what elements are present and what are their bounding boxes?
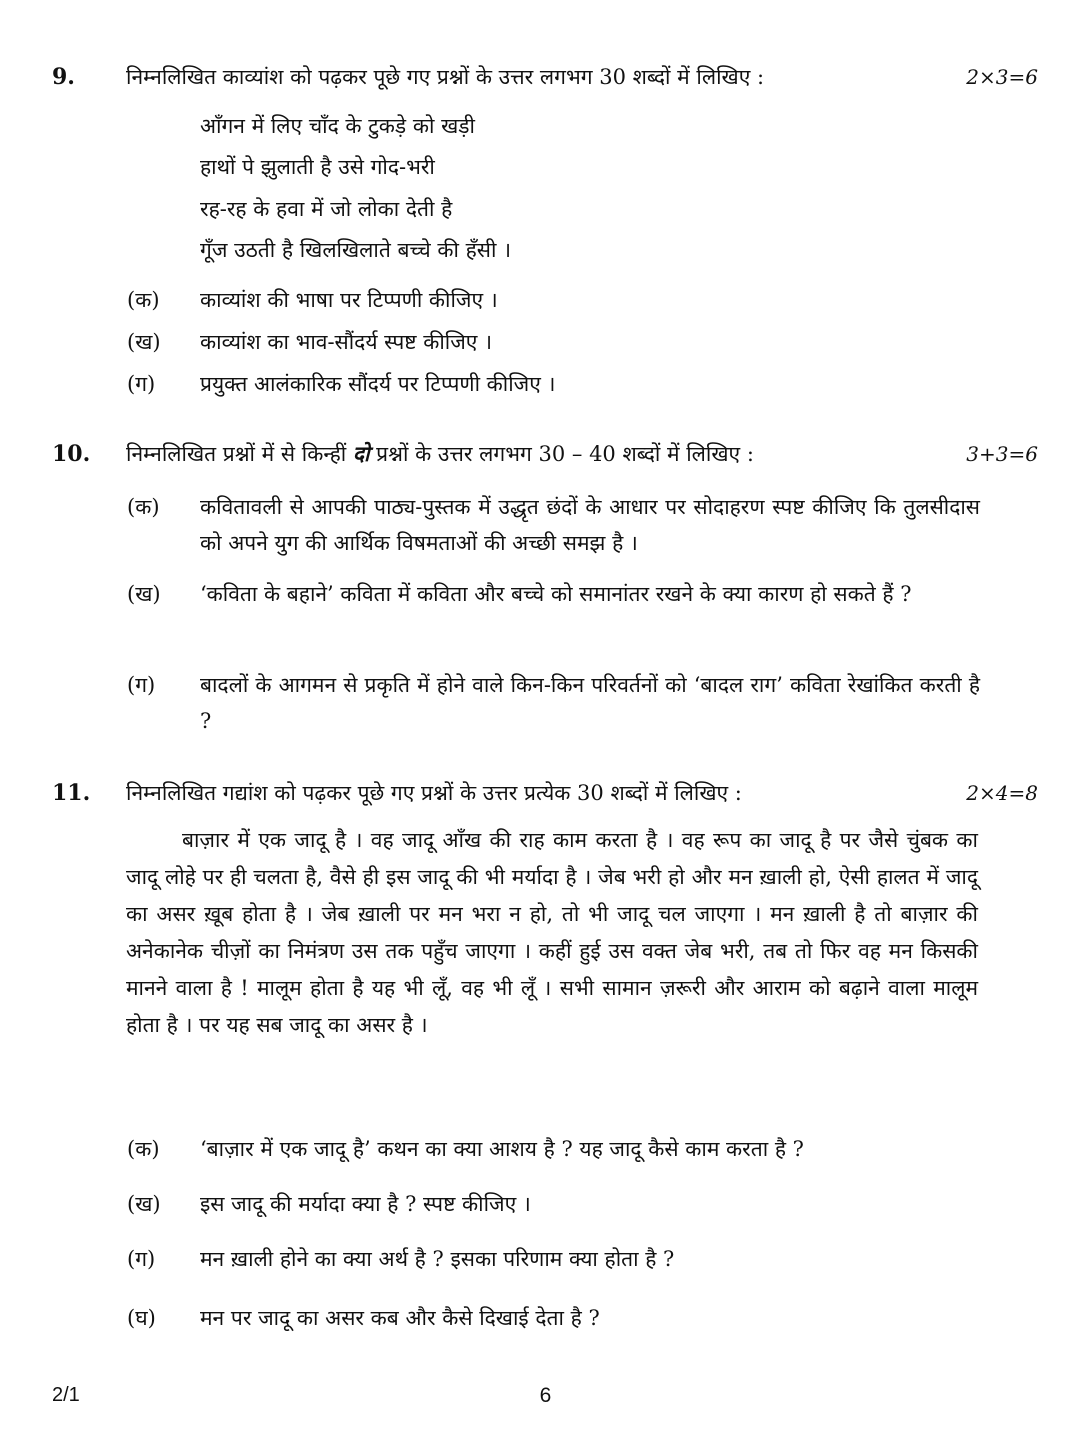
- paper-code: 2/1: [52, 1384, 80, 1406]
- sub-question-text: मन पर जादू का असर कब और कैसे दिखाई देता है ?: [200, 1306, 600, 1330]
- sub-question-text: मन ख़ाली होने का क्या अर्थ है ? इसका परिणाम क्या होता है ?: [200, 1247, 675, 1271]
- sub-question: [127, 1131, 1038, 1167]
- sub-question-label: (ख): [127, 582, 161, 606]
- question-text-emphasis: दो: [352, 441, 370, 466]
- question-marks: 3+3=6: [966, 442, 1038, 466]
- sub-question: [127, 282, 1038, 318]
- question-number: 9.: [52, 64, 75, 90]
- sub-question-text: प्रयुक्त आलंकारिक सौंदर्य पर टिप्पणी कीजिए ।: [200, 372, 556, 396]
- question-text: [126, 436, 754, 472]
- sub-question: [127, 324, 1038, 360]
- sub-question-text: काव्यांश की भाषा पर टिप्पणी कीजिए ।: [200, 288, 498, 312]
- sub-question-label: (ग): [127, 372, 156, 396]
- question-number: 10.: [52, 441, 91, 467]
- sub-question: [127, 576, 1038, 652]
- poem-line: रह-रह के हवा में जो लोका देती है: [200, 197, 453, 221]
- sub-question-label: (ख): [127, 330, 161, 354]
- sub-question-label: (ग): [127, 1247, 156, 1271]
- sub-question-text: ‘बाज़ार में एक जादू है’ कथन का क्या आशय है ? यह जादू कैसे काम करता है ?: [200, 1137, 804, 1161]
- question-10-header: [52, 436, 1038, 472]
- question-text-part: प्रश्नों के उत्तर लगभग 30 – 40 शब्दों में लिखिए :: [369, 442, 754, 466]
- question-9-header: [52, 59, 1038, 95]
- sub-question-text: ‘कविता के बहाने’ कविता में कविता और बच्चे को समानांतर रखने के क्या कारण हो सकते हैं ?: [200, 582, 912, 606]
- passage: बाज़ार में एक जादू है । वह जादू आँख की राह काम करता है । वह रूप का जादू है पर जैसे चुंबक का जादू लोहे पर ही चलता है, वैसे ही इस जादू की भी मर्यादा है । जेब भरी हो और मन ख़ाली हो, ऐसी हालत में जादू का असर ख़ूब होता है । जेब ख़ाली पर मन भरा न हो, तो भी जादू चल जाएगा । मन ख़ाली है तो बाज़ार की अनेकानेक चीज़ों का निमंत्रण उस तक पहुँच जाएगा । कहीं हुई उस वक्त जेब भरी, तब तो फिर वह मन किसकी मानने वाला है ! मालूम होता है यह भी लूँ, वह भी लूँ । सभी सामान ज़रूरी और आराम को बढ़ाने वाला मालूम होता है । पर यह सब जादू का असर है ।: [126, 828, 978, 1037]
- sub-question-text: बादलों के आगमन से प्रकृति में होने वाले किन-किन परिवर्तनों को ‘बादल राग’ कविता रेखांकित करती है ?: [200, 673, 980, 733]
- sub-question: [127, 1300, 1038, 1336]
- sub-question: [127, 1241, 1038, 1277]
- sub-question-label: (क): [127, 495, 160, 519]
- sub-question-label: (घ): [127, 1306, 156, 1330]
- poem-line: गूँज उठती है खिलखिलाते बच्चे की हँसी ।: [200, 238, 512, 262]
- poem-line: हाथों पे झुलाती है उसे गोद-भरी: [200, 155, 435, 179]
- question-number: 11.: [52, 780, 91, 806]
- question-text-part: निम्नलिखित प्रश्नों में से किन्हीं: [126, 442, 353, 466]
- sub-question-text: काव्यांश का भाव-सौंदर्य स्पष्ट कीजिए ।: [200, 330, 493, 354]
- question-text: निम्नलिखित गद्यांश को पढ़कर पूछे गए प्रश्नों के उत्तर प्रत्येक 30 शब्दों में लिखिए :: [126, 781, 742, 805]
- sub-question: [127, 489, 1038, 565]
- sub-question: [127, 1186, 1038, 1222]
- question-marks: 2×4=8: [966, 781, 1038, 805]
- sub-question-text: कवितावली से आपकी पाठ्य-पुस्तक में उद्धृत छंदों के आधार पर सोदाहरण स्पष्ट कीजिए कि तुलसीदास को अपने युग की आर्थिक विषमताओं की अच्छी समझ है ।: [200, 495, 980, 555]
- question-marks: 2×3=6: [966, 65, 1038, 89]
- poem-line: आँगन में लिए चाँद के टुकड़े को खड़ी: [200, 114, 475, 138]
- question-text: निम्नलिखित काव्यांश को पढ़कर पूछे गए प्रश्नों के उत्तर लगभग 30 शब्दों में लिखिए :: [126, 65, 765, 89]
- sub-question-text: इस जादू की मर्यादा क्या है ? स्पष्ट कीजिए ।: [200, 1192, 531, 1216]
- sub-question-label: (ग): [127, 673, 156, 697]
- page-number: 6: [539, 1384, 552, 1407]
- sub-question: [127, 366, 1038, 402]
- sub-question-label: (क): [127, 288, 160, 312]
- sub-question-label: (क): [127, 1137, 160, 1161]
- sub-question-label: (ख): [127, 1192, 161, 1216]
- question-11-header: [52, 775, 1038, 811]
- sub-question: [127, 667, 1038, 743]
